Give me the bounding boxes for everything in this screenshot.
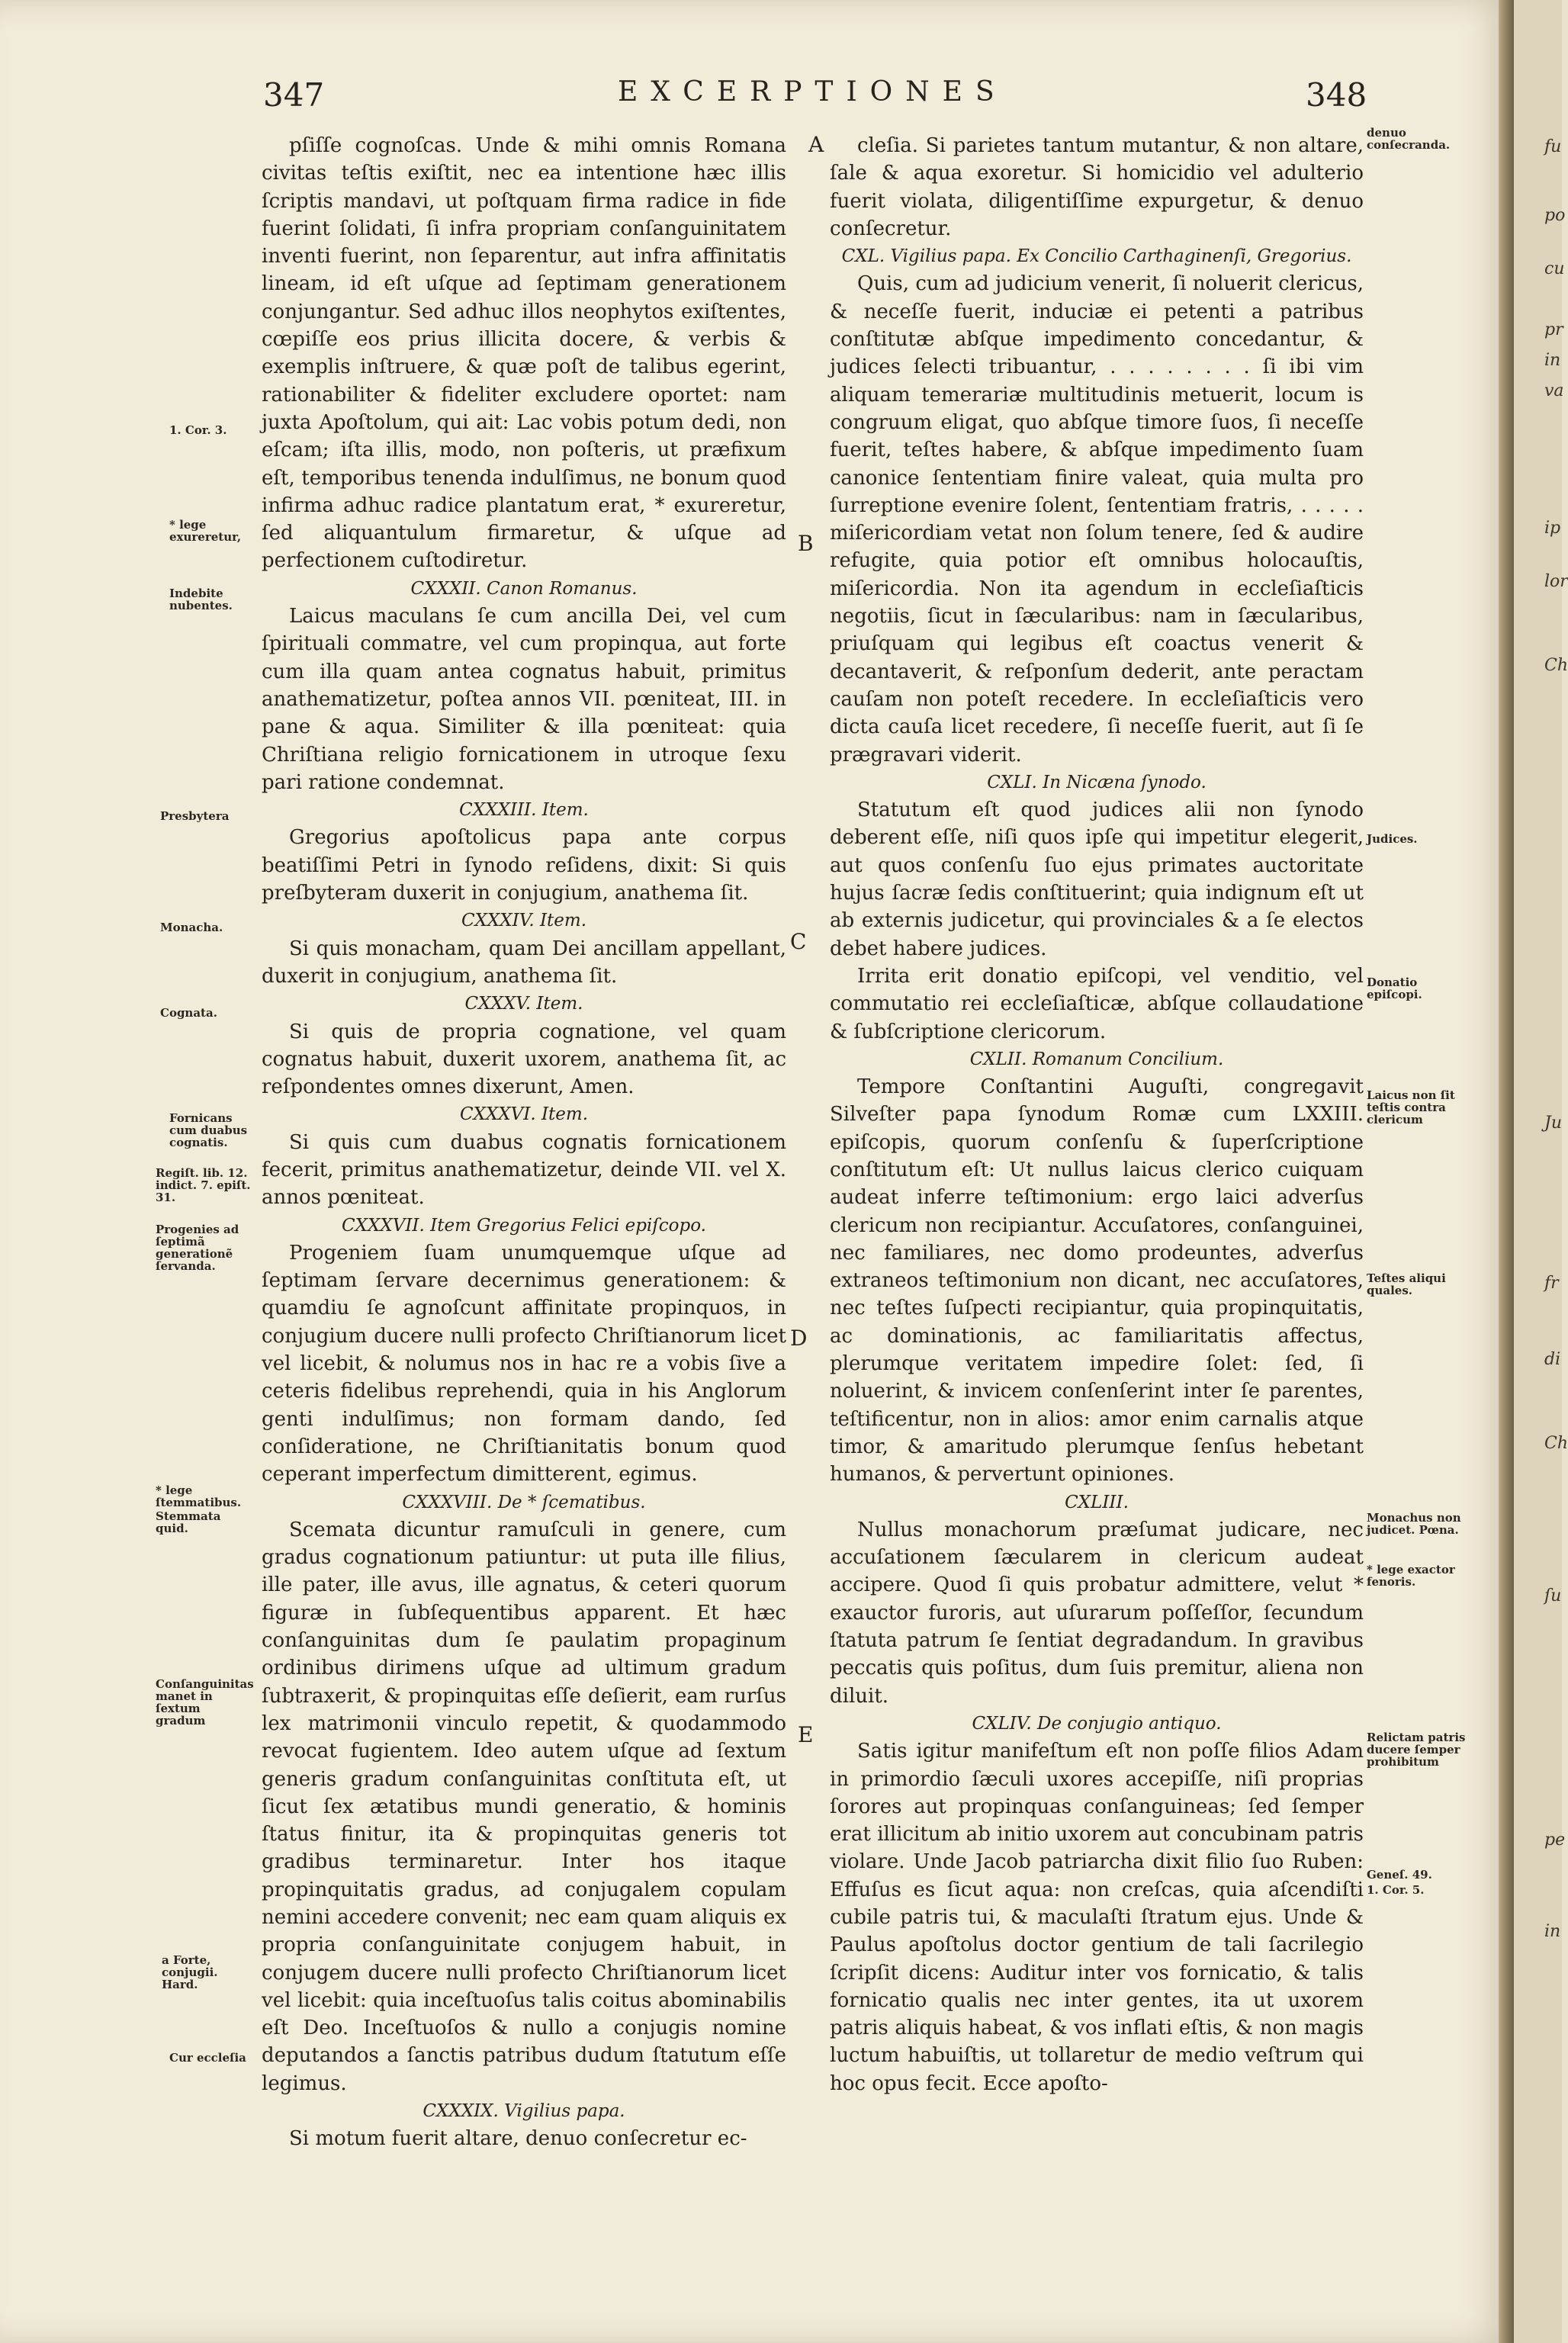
left-margin-note: Cur eccleſia (169, 2051, 246, 2065)
right-margin-note: Donatio epiſcopi. (1367, 975, 1422, 1001)
facing-page-fragment: fu (1544, 137, 1562, 156)
left-margin-note: Fornicans cum duabus cognatis. (169, 1111, 248, 1149)
left-margin-note: 1. Cor. 3. (169, 423, 227, 437)
left-margin-note: * lege ſtemmatibus. (156, 1483, 242, 1509)
paragraph: cleſia. Si parietes tantum mutantur, & non altare, ſale & aqua exoretur. Si homicidio vel adulterio fuerit violata, diligentiſſime expurgetur, & denuo conſecretur. (830, 134, 1364, 240)
chapter-heading: CXXXVIII. De * ſcematibus. (402, 1492, 646, 1512)
chapter-heading: CXXXVII. Item Gregorius Felici epiſcopo. (342, 1215, 706, 1236)
left-margin-note: Indebite nubentes. (169, 587, 233, 612)
right-margin-note: Monachus non judicet. Pœna. (1367, 1511, 1461, 1537)
chapter-heading: CXLII. Romanum Concilium. (969, 1049, 1224, 1069)
left-page-number: 347 (263, 76, 325, 114)
left-text-column (262, 132, 786, 2153)
left-margin-note: Conſanguinitas manet in ſextum gradum (156, 1677, 254, 1728)
paragraph: Si quis monacham, quam Dei ancillam appellant, duxerit in conjugium, anathema ſit. (262, 937, 786, 988)
paragraph: Quis, cum ad judicium venerit, ſi noluerit clericus, & neceſſe fuerit, induciæ ei petenti a patribus conſtitutæ abſque impedimento concedantur, & judices ſelecti tribuantur, . . . . . . . . ſi ibi vim aliquam temerariæ multitudinis metuerit, locum is congruum eligat, quo abſque timore ſuos, ſi neceſſe fuerit, teſtes habere, & abſque impedimento ſuam canonice ſententiam finire valeat, quia multa pro ſurreptione evenire ſolent, ſententiam fratris, . . . . . miſericordiam vetat non ſolum tenere, ſed & audire refugite, quia potior eſt omnibus holocauſtis, miſericordia. Non ita agendum in eccleſiaſticis negotiis, ſicut in ſæcularibus: nam in ſæcularibus, priuſquam qui legibus eſt coactus venerit & decantaverit, & reſponſum dederit, ante peractam cauſam non poteſt recedere. In eccleſiaſticis vero dicta cauſa licet recedere, ſi neceſſe fuerit, aut ſi ſe prægravari viderit. (830, 272, 1364, 767)
chapter-heading: CXLI. In Nicæna ſynodo. (987, 772, 1207, 792)
right-margin-note: denuo conſecranda. (1367, 126, 1451, 152)
facing-page-fragment: Ju (1544, 1114, 1562, 1133)
facing-page-fragment: va (1544, 381, 1564, 400)
section-letter-b: B (798, 531, 814, 556)
chapter-heading: CXLIV. De conjugio antiquo. (972, 1713, 1222, 1734)
paragraph: Scemata dicuntur ramuſculi in genere, cum gradus cognationum patiuntur: ut puta ille filius, ille pater, ille avus, ille agnatus, & ceteri quorum figuræ in ſubſequentibus apparent. Et hæc conſanguinitas dum ſe paulatim propaginum ordinibus dirimens uſque ad ultimum gradum ſubtraxerit, & propinquitas eſſe deſierit, eam rurſus lex matrimonii vinculo repetit, & quodammodo revocat fugientem. Ideo autem uſque ad ſextum generis gradum conſanguinitas conſtituta eſt, ut ſicut ſex ætatibus mundi generatio, & hominis ſtatus finitur, ita & propinquitas generis tot gradibus terminaretur. Inter hos itaque propinquitatis gradus, ad conjugalem copulam nemini accedere convenit; nec eam quam aliquis ex propria conſanguinitate conjugem habuit, in conjugem ducere nulli profecto Chriſtianorum licet vel licebit: quia inceſtuoſus talis coitus abominabilis eſt Deo. Inceſtuoſos & nullo a conjugis nomine deputandos a ſanctis patribus dudum ſtatutum eſſe legimus. (262, 1518, 786, 2095)
paragraph: Si quis cum duabus cognatis fornicationem fecerit, primitus anathematizetur, deinde VII. vel X. annos pœniteat. (262, 1130, 786, 1210)
facing-page-fragment: pr (1544, 320, 1563, 339)
paragraph: Si motum fuerit altare, denuo conſecretur ec- (289, 2127, 747, 2151)
chapter-heading: CXXXIX. Vigilius papa. (423, 2101, 625, 2122)
left-margin-note: Stemmata quid. (156, 1509, 221, 1535)
paragraph: Irrita erit donatio epiſcopi, vel venditio, vel commutatio rei eccleſiaſticæ, abſque collaudatione & ſubſcriptione clericorum. (830, 964, 1364, 1043)
left-margin-note: Cognata. (160, 1006, 217, 1020)
facing-page-fragment: in (1544, 351, 1561, 370)
facing-page-edge (1514, 0, 1568, 2343)
chapter-heading: CXXXIII. Item. (459, 800, 589, 821)
facing-page-fragment: pe (1544, 1830, 1566, 1850)
right-margin-note: Laicus non ſit teſtis contra clericum (1367, 1088, 1455, 1127)
right-margin-note: Judices. (1367, 832, 1418, 846)
right-margin-note: Relictam patris ducere ſemper prohibitum (1367, 1731, 1466, 1769)
left-margin-note: Progenies ad ſeptimã generationẽ ſervanda. (156, 1223, 239, 1273)
right-margin-note: 1. Cor. 5. (1367, 1883, 1425, 1897)
facing-page-fragment: lor (1544, 572, 1568, 591)
section-letter-a: A (808, 132, 824, 157)
right-margin-note: Geneſ. 49. (1367, 1868, 1432, 1882)
paragraph: Si quis de propria cognatione, vel quam cognatus habuit, duxerit uxorem, anathema ſit, ac reſpondentes omnes dixerunt, Amen. (262, 1020, 786, 1099)
facing-page-fragment: cu (1544, 259, 1565, 278)
section-letter-d: D (790, 1326, 808, 1351)
chapter-heading: CXXXVI. Item. (459, 1104, 589, 1125)
section-letter-e: E (798, 1722, 814, 1747)
facing-page-fragment: in (1544, 1922, 1561, 1941)
page-gutter (1499, 0, 1514, 2343)
left-margin-note: a Forte, conjugii. Hard. (162, 1953, 218, 1991)
paragraph: Gregorius apoſtolicus papa ante corpus beatiſſimi Petri in ſynodo reſidens, dixit: Si quis preſbyteram duxerit in conjugium, anathema ſit. (262, 826, 786, 905)
chapter-heading: CXXXV. Item. (464, 994, 583, 1014)
chapter-heading: CXLIII. (1065, 1492, 1129, 1512)
right-margin-note: * lege exactor fenoris. (1367, 1563, 1455, 1589)
facing-page-fragment: ip (1544, 519, 1561, 538)
facing-page-fragment: di (1544, 1350, 1561, 1369)
facing-page-fragment: Ch (1544, 1434, 1568, 1453)
paragraph: pſiſſe cognoſcas. Unde & mihi omnis Romana civitas teſtis exiſtit, nec ea intentione hæc illis ſcriptis mandavi, ut poſtquam firma radice in fide fuerint ſolidati, ſi infra propriam conſanguinitatem inventi fuerint, non ſeparentur, aut infra affinitatis lineam, id eſt uſque ad ſeptimam generationem conjungantur. Sed adhuc illos neophytos exiſtentes, cœpiſſe eos prius illicita docere, & verbis & exemplis inſtruere, & quæ poſt de talibus egerint, rationabiliter & fideliter excludere oportet: nam juxta Apoſtolum, qui ait: Lac vobis potum dedi, non eſcam; iſta illis, modo, non poſteris, ut præfixum eſt, temporibus tenenda indulſimus, ne bonum quod infirma adhuc radice plantatum erat, * exureretur, ſed aliquantulum firmaretur, & uſque ad perfectionem cuſtodiretur. (262, 134, 786, 573)
right-text-column (830, 132, 1364, 2097)
paragraph: Progeniem ſuam unumquemque uſque ad ſeptimam ſervare decernimus generationem: & quamdiu ſe agnoſcunt affinitate propinquos, in conjugium ducere nulli profecto Chriſtianorum licet vel licebit, & nolumus nos in hac re a vobis ſive a ceteris fidelibus reprehendi, quia in his Anglorum genti indulſimus; non formam dando, ſed conſideratione, ne Chriſtianitatis bonum quod ceperant imperfectum dimitterent, egimus. (262, 1241, 786, 1486)
paragraph: Statutum eſt quod judices alii non ſynodo deberent eſſe, niſi quos ipſe qui impetitur elegerit, aut quos conſenſu ſuo ejus primates auctoritate hujus ſacræ ſedis conſtituerint; quia indignum eſt ut ab externis judicetur, qui provinciales & a ſe electos debet habere judices. (830, 799, 1364, 960)
facing-page-fragment: po (1544, 206, 1566, 225)
chapter-heading: CXXXIV. Item. (461, 911, 587, 931)
section-letter-c: C (790, 929, 807, 954)
chapter-heading: CXXXII. Canon Romanus. (410, 578, 638, 599)
left-margin-note: * lege exureretur, (169, 518, 242, 544)
left-margin-note: Regiſt. lib. 12. indict. 7. epiſt. 31. (156, 1166, 251, 1204)
paragraph: Nullus monachorum præſumat judicare, nec accuſationem ſæcularem in clericum audeat accipere. Quod ſi quis probatur admittere, velut * exauctor furoris, aut uſurarum poſſeſſor, ſecundum ſtatuta patrum ſe ſentiat degradandum. In gravibus peccatis quis poſitus, dum ſuis premitur, aliena non diluit. (830, 1518, 1364, 1708)
running-title: EXCERPTIONES (618, 76, 1007, 108)
right-margin-note: Teſtes aliqui quales. (1367, 1271, 1446, 1297)
paragraph: Laicus maculans ſe cum ancilla Dei, vel cum ſpirituali commatre, vel cum propinqua, aut forte cum illa quam antea cognatus habuit, primitus anathematizetur, poſtea annos VII. pœniteat, III. in pane & aqua. Similiter & illa pœniteat: quia Chriſtiana religio fornicationem in utroque ſexu pari ratione condemnat. (262, 605, 786, 794)
facing-page-fragment: Ch (1544, 656, 1568, 675)
paragraph: Satis igitur manifeſtum eſt non poſſe filios Adam in primordio ſæculi uxores accepiſſe, niſi proprias ſorores aut propinquas conſanguineas; ſed ſemper erat illicitum ab initio uxorem aut concubinam patris violare. Unde Jacob patriarcha dixit filio ſuo Ruben: Effuſus es ſicut aqua: non creſcas, quia aſcendiſti cubile patris tui, & maculaſti ſtratum ejus. Unde & Paulus apoſtolus doctor gentium de tali ſacrilegio ſcripſit dicens: Auditur inter vos fornicatio, & talis fornicatio qualis nec inter gentes, ita ut uxorem patris aliquis habeat, & vos inflati eſtis, & non magis luctum habuiſtis, ut tollaretur de medio veſtrum qui hoc opus fecit. Ecce apoſto- (830, 1740, 1364, 2095)
chapter-heading: CXL. Vigilius papa. Ex Concilio Carthaginenſi, Gregorius. (841, 246, 1352, 267)
facing-page-fragment: fr (1544, 1274, 1559, 1293)
paragraph: Tempore Conſtantini Auguſti, congregavit Silveſter papa ſynodum Romæ cum LXXIII. epiſcopis, quorum conſenſu & ſuperſcriptione conſtitutum eſt: Ut nullus laicus clerico cuiquam audeat inferre teſtimonium: ergo laici adverſus clericum non recipiantur. Accuſatores, conſanguinei, nec familiares, nec domo prodeuntes, adverſus extraneos teſtimonium non dicant, nec accuſatores, nec teſtes ſuſpecti recipiantur, quia propinquitatis, ac dominationis, ac familiaritatis affectus, plerumque veritatem impedire ſolet: ſed, ſi noluerint, & invicem conſenſerint inter ſe parentes, teſtificentur, non in alios: amor enim carnalis atque timor, & amaritudo plerumque ſenſus hebetant humanos, & pervertunt opiniones. (830, 1075, 1364, 1486)
facing-page-fragment: ſu (1544, 1586, 1562, 1605)
left-margin-note: Monacha. (160, 921, 223, 934)
right-page-number: 348 (1306, 76, 1367, 114)
left-margin-note: Presbytera (160, 809, 230, 823)
